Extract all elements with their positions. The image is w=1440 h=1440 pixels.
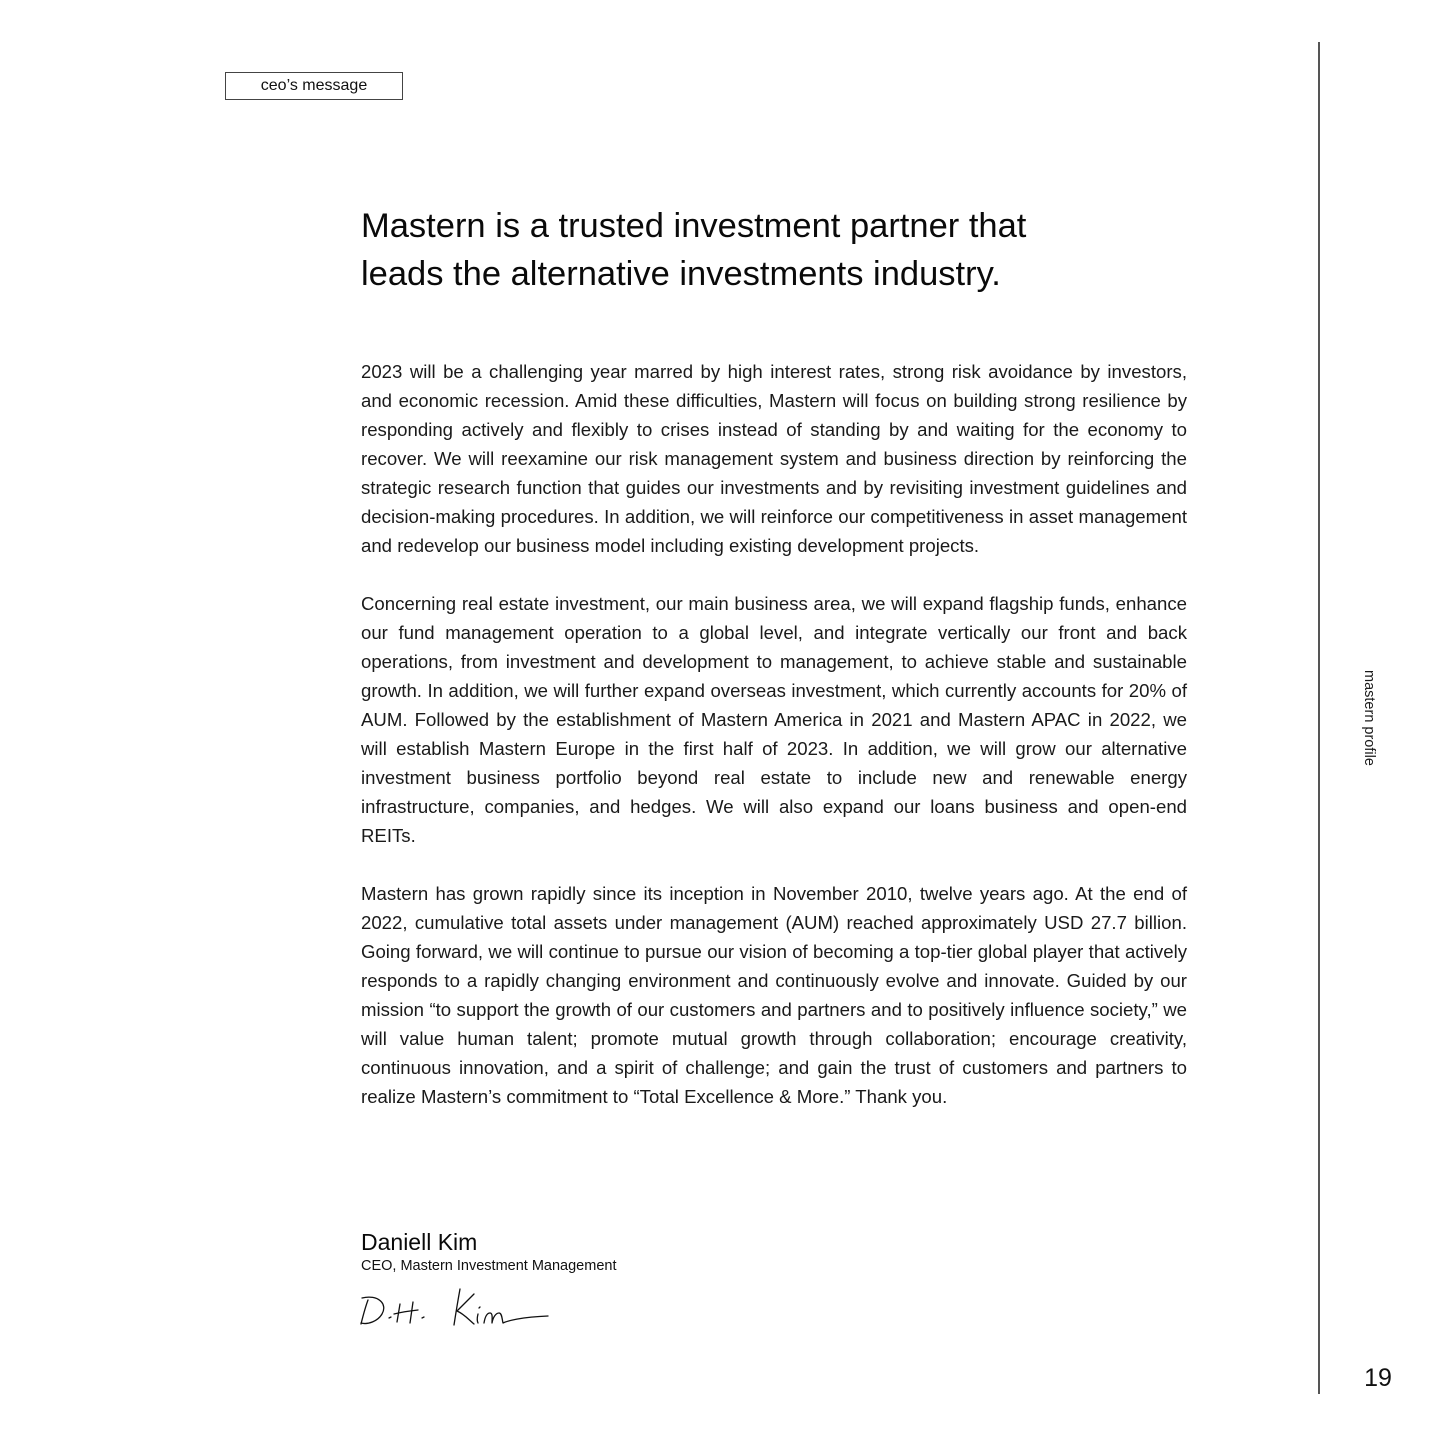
message-body [361,357,1187,1140]
page-number: 19 [1364,1364,1392,1392]
side-section-label: mastern profile [1361,670,1377,766]
margin-divider-line [1318,42,1320,1394]
handwritten-signature [356,1284,556,1334]
body-paragraph-3: Mastern has grown rapidly since its inception in November 2010, twelve years ago. At the end of 2022, cumulative total assets under management (AUM) reached approximately USD 27.7 billion. Going forward, we will continue to pursue our vision of becoming a top-tier global player that actively responds to a rapidly changing environment and continuously evolve and innovate. Guided by our mission “to support the growth of our customers and partners and to positively influence society,” we will value human talent; promote mutual growth through collaboration; encourage creativity, continuous innovation, and a spirit of challenge; and gain the trust of customers and partners to realize Mastern’s commitment to “Total Excellence & More.” Thank you. [361,883,1187,1107]
headline-line-2: leads the alternative investments industry. [361,255,1001,293]
page-headline [361,202,1201,298]
section-tag: ceo’s message [225,72,403,100]
headline-line-1: Mastern is a trusted investment partner that [361,207,1027,245]
signer-name: Daniell Kim [361,1229,478,1255]
signer-title: CEO, Mastern Investment Management [361,1258,617,1274]
body-paragraph-1: 2023 will be a challenging year marred by high interest rates, strong risk avoidance by investors, and economic recession. Amid these difficulties, Mastern will focus on building strong resilience by responding actively and flexibly to crises instead of standing by and waiting for the economy to recover. We will reexamine our risk management system and business direction by reinforcing the strategic research function that guides our investments and by revisiting investment guidelines and decision-making procedures. In addition, we will reinforce our competitiveness in asset management and redevelop our business model including existing development projects. [361,361,1187,556]
body-paragraph-2: Concerning real estate investment, our main business area, we will expand flagship funds, enhance our fund management operation to a global level, and integrate vertically our front and back operations, from investment and development to management, to achieve stable and sustainable growth. In addition, we will further expand overseas investment, which currently accounts for 20% of AUM. Followed by the establishment of Mastern America in 2021 and Mastern APAC in 2022, we will establish Mastern Europe in the first half of 2023. In addition, we will grow our alternative investment business portfolio beyond real estate to include new and renewable energy infrastructure, companies, and hedges. We will also expand our loans business and open-end REITs. [361,593,1187,846]
